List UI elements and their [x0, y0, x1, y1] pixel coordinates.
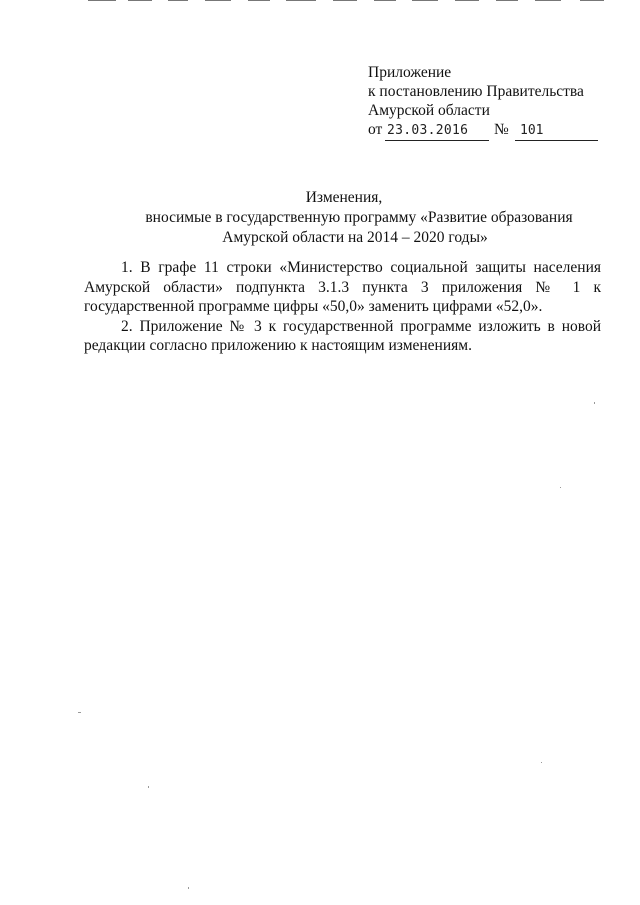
scan-edge-mark: [455, 0, 479, 1]
scan-speck: [148, 786, 149, 788]
scan-edge-mark: [374, 0, 396, 1]
title-line-2: вносимые в государственную программу «Развитие образования: [145, 209, 573, 226]
body-item-2: 2. Приложение № 3 к государственной программе изложить в новой редакции согласно приложению к настоящим изменениям.: [84, 317, 601, 354]
scan-speck: [78, 712, 81, 713]
document-title: [0, 188, 640, 248]
scan-edge-mark: [286, 0, 316, 1]
date-underline: [385, 140, 489, 141]
scan-edge-mark: [333, 0, 357, 1]
scan-edge-mark: [205, 0, 231, 1]
scan-speck: [594, 402, 595, 404]
scan-edge-mark: [168, 0, 188, 1]
scan-edge-mark: [412, 0, 438, 1]
scan-edge-mark: [128, 0, 152, 1]
scan-speck: [560, 487, 561, 488]
scan-speck: [188, 887, 189, 889]
title-line-1: Изменения,: [305, 189, 383, 206]
scan-edge-mark: [535, 0, 561, 1]
approval-number: 101: [520, 123, 544, 138]
scan-edge-mark: [88, 0, 116, 1]
scan-speck: [541, 762, 542, 763]
approval-region: Амурской области: [368, 102, 490, 119]
document-body: [84, 258, 601, 356]
approval-block: [368, 63, 584, 142]
number-underline: [515, 140, 598, 141]
approval-date-row: [368, 120, 584, 142]
title-line-3: Амурской области на 2014 – 2020 годы»: [222, 229, 488, 246]
scan-edge-mark: [496, 0, 518, 1]
approval-resolution: к постановлению Правительства: [368, 83, 584, 100]
approval-date: 23.03.2016: [387, 123, 469, 138]
number-label: №: [494, 121, 509, 138]
approval-heading: Приложение: [368, 64, 452, 81]
from-label: от: [368, 121, 383, 138]
body-item-1: 1. В графе 11 строки «Министерство социальной защиты населения Амурской области» подпункта 3.1.3 пункта 3 приложения № 1 к государственной программе цифры «50,0» заменить цифрами «52,0».: [84, 259, 601, 315]
scan-edge-mark: [248, 0, 270, 1]
scan-edge-mark: [580, 0, 604, 1]
